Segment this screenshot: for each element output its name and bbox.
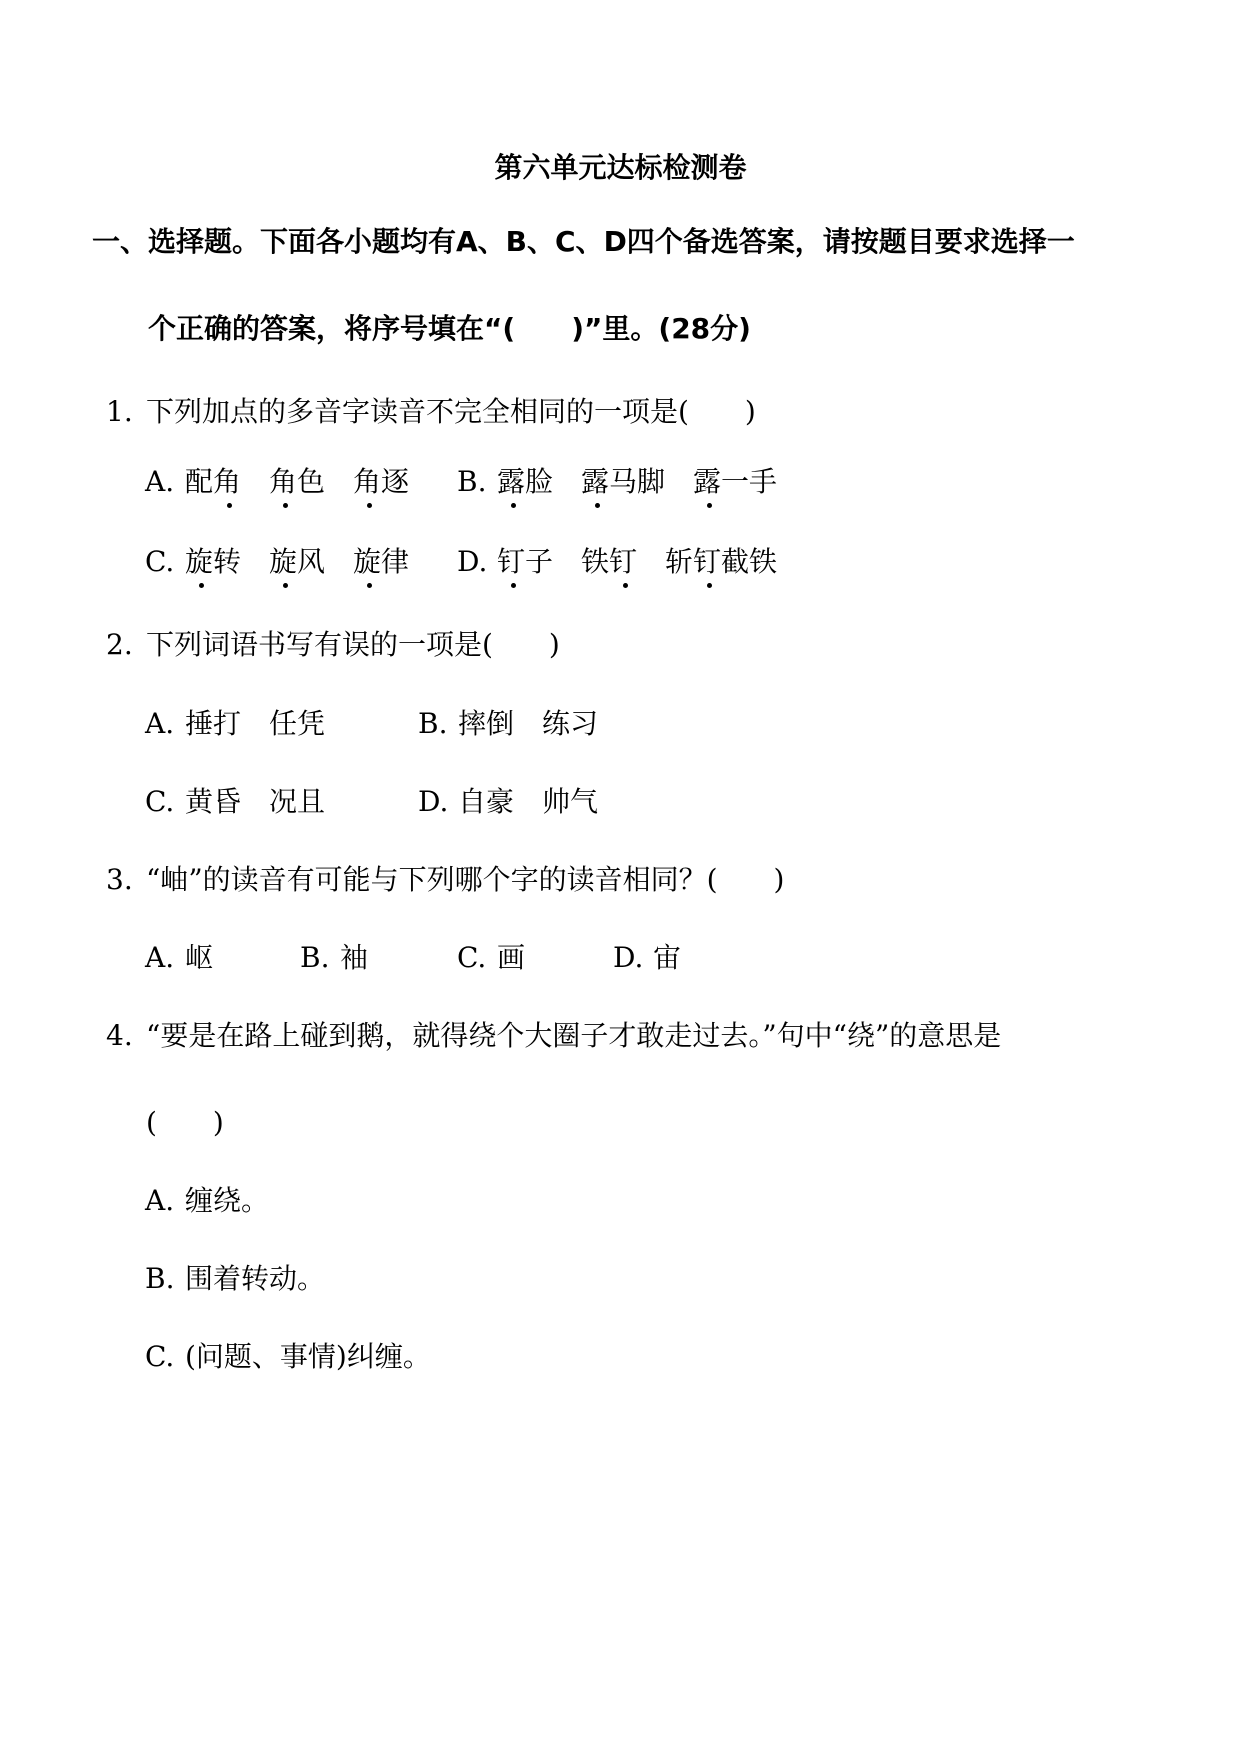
option-label: B.	[145, 1262, 175, 1295]
emphasis-dot	[199, 583, 204, 588]
option-text: 捶打 任凭	[185, 707, 326, 740]
option-text: 袖	[340, 941, 369, 974]
option-text: 黄昏 况且	[185, 785, 326, 818]
option-text: 自豪 帅气	[458, 785, 599, 818]
emphasis-dot	[367, 583, 372, 588]
question-1	[106, 392, 756, 432]
q1-option-d	[457, 542, 777, 582]
section-heading-line1: 一、选择题。下面各小题均有A、B、C、D四个备选答案，请按题目要求选择一	[92, 225, 1075, 258]
option-word: 角色	[269, 462, 325, 502]
option-word: 角逐	[353, 462, 409, 502]
option-text: 画	[497, 941, 526, 974]
option-word: 旋风	[269, 542, 325, 582]
option-label: A.	[145, 707, 175, 740]
option-label: A.	[145, 941, 175, 974]
option-word: 旋转	[185, 542, 241, 582]
option-label: B.	[457, 465, 487, 498]
emphasis-dot	[623, 583, 628, 588]
emphasis-dot	[283, 583, 288, 588]
option-text: 摔倒 练习	[458, 707, 599, 740]
option-word: 旋律	[353, 542, 409, 582]
option-label: A.	[145, 465, 175, 498]
option-label: D.	[457, 545, 488, 578]
option-word: 配角	[185, 462, 241, 502]
emphasis-dot	[227, 503, 232, 508]
question-2	[106, 625, 560, 665]
option-text: 岖	[185, 941, 214, 974]
q1-option-a	[145, 462, 409, 502]
question-stem: 下列词语书写有误的一项是( )	[146, 628, 560, 661]
question-stem: “岫”的读音有可能与下列哪个字的读音相同？( )	[146, 863, 785, 896]
question-number: 3.	[106, 863, 133, 896]
emphasis-dot	[595, 503, 600, 508]
option-word: 斩钉截铁	[665, 542, 777, 582]
option-word: 露脸	[497, 462, 553, 502]
option-word: 铁钉	[581, 542, 637, 582]
option-label: C.	[145, 785, 175, 818]
question-3	[106, 860, 784, 900]
emphasis-dot	[511, 583, 516, 588]
emphasis-dot	[707, 583, 712, 588]
q2-option-b	[418, 704, 598, 744]
option-label: C.	[145, 545, 175, 578]
question-stem: 下列加点的多音字读音不完全相同的一项是( )	[146, 395, 756, 428]
option-text: 宙	[653, 941, 682, 974]
q3-option-a	[145, 938, 213, 978]
emphasis-dot	[283, 503, 288, 508]
option-label: B.	[418, 707, 448, 740]
q4-option-a	[145, 1181, 269, 1221]
q4-option-b	[145, 1259, 325, 1299]
question-4	[106, 1016, 1001, 1056]
option-label: D.	[613, 941, 644, 974]
emphasis-dot	[367, 503, 372, 508]
question-number: 2.	[106, 628, 133, 661]
q2-option-d	[418, 782, 598, 822]
q2-option-c	[145, 782, 325, 822]
option-text: 围着转动。	[185, 1262, 326, 1295]
q3-option-d	[613, 938, 681, 978]
option-label: C.	[145, 1340, 175, 1373]
option-word: 钉子	[497, 542, 553, 582]
question-stem: “要是在路上碰到鹅，就得绕个大圈子才敢走过去。”句中“绕”的意思是	[146, 1019, 1002, 1052]
q3-option-b	[300, 938, 368, 978]
question-4-answer-blank: ( )	[146, 1106, 224, 1139]
option-label: A.	[145, 1184, 175, 1217]
option-label: C.	[457, 941, 487, 974]
q4-option-c	[145, 1337, 431, 1377]
option-word: 露一手	[693, 462, 777, 502]
option-word: 露马脚	[581, 462, 665, 502]
option-label: D.	[418, 785, 449, 818]
emphasis-dot	[511, 503, 516, 508]
q1-option-b	[457, 462, 777, 502]
option-text: (问题、事情)纠缠。	[185, 1340, 431, 1373]
question-number: 1.	[106, 395, 133, 428]
q2-option-a	[145, 704, 325, 744]
emphasis-dot	[707, 503, 712, 508]
option-text: 缠绕。	[185, 1184, 270, 1217]
page-title: 第六单元达标检测卷	[494, 151, 747, 184]
question-number: 4.	[106, 1019, 133, 1052]
section-heading-line2: 个正确的答案，将序号填在“( )”里。(28分)	[148, 312, 751, 345]
q3-option-c	[457, 938, 525, 978]
option-label: B.	[300, 941, 330, 974]
q1-option-c	[145, 542, 409, 582]
